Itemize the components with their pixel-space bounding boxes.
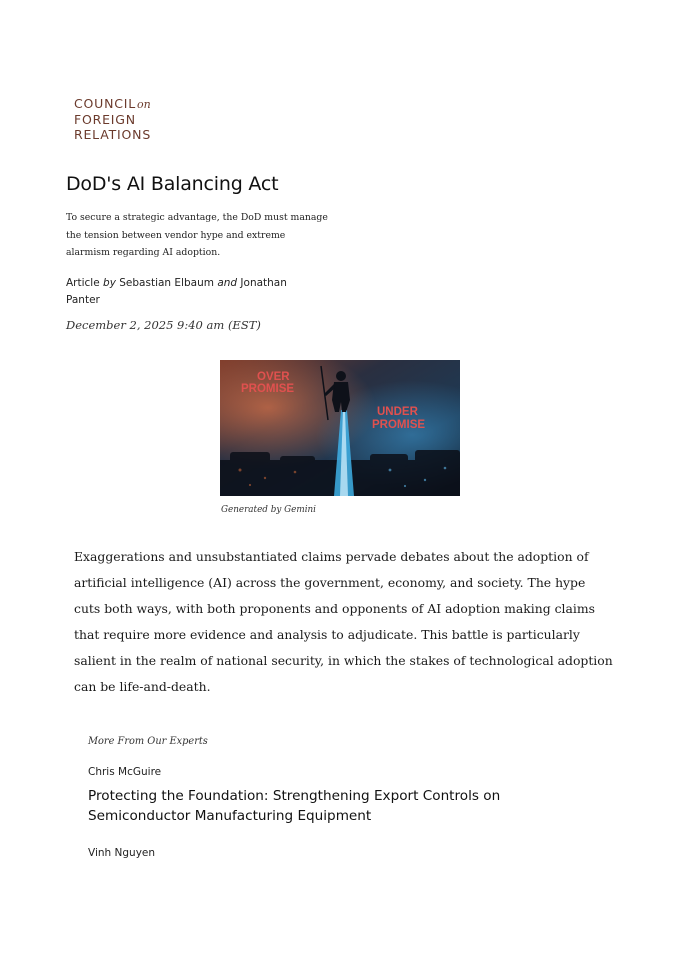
logo-line-3: RELATIONS: [74, 127, 152, 142]
cfr-logo[interactable]: [74, 96, 151, 142]
author-link-2[interactable]: Jonathan Panter: [66, 277, 287, 306]
logo-line-1: COUNCILon: [74, 96, 151, 111]
expert-name[interactable]: Vinh Nguyen: [88, 847, 156, 859]
article-title: DoD's AI Balancing Act: [66, 173, 279, 195]
hero-image: [220, 360, 460, 496]
article-body: Exaggerations and unsubstantiated claims pervade debates about the adoption of artificial intelligence (AI) across the government, economy, and society. The hype cuts both ways, with both proponents and opponents of AI adoption making claims that require more evidence and analysis to adjudicate. This battle is particularly salient in the realm of national security, in which the stakes of technological adoption can be life-and-death.: [74, 549, 613, 694]
image-text-under: UNDER: [377, 406, 418, 418]
byline-by: by: [103, 277, 116, 289]
hero-illustration: [220, 360, 460, 496]
image-text-over: OVER: [257, 371, 290, 383]
byline-and: and: [217, 277, 238, 289]
image-text-promise-left: PROMISE: [241, 383, 295, 395]
image-text-promise-right: PROMISE: [372, 419, 426, 431]
author-link-1[interactable]: Sebastian Elbaum: [119, 277, 214, 289]
expert-name[interactable]: Chris McGuire: [88, 766, 162, 778]
more-from-experts-label: More From Our Experts: [88, 736, 208, 747]
image-caption: Generated by Gemini: [221, 505, 316, 515]
expert-article-link[interactable]: Protecting the Foundation: Strengthening Export Controls on Semiconductor Manufacturing Equipment: [88, 788, 501, 824]
byline: [66, 275, 316, 309]
publish-date: December 2, 2025 9:40 am (EST): [66, 318, 261, 332]
byline-type: Article: [66, 277, 100, 289]
article-dek: To secure a strategic advantage, the DoD must manage the tension between vendor hype and extreme alarmism regarding AI adoption.: [66, 212, 328, 258]
logo-line-2: FOREIGN: [74, 112, 136, 127]
